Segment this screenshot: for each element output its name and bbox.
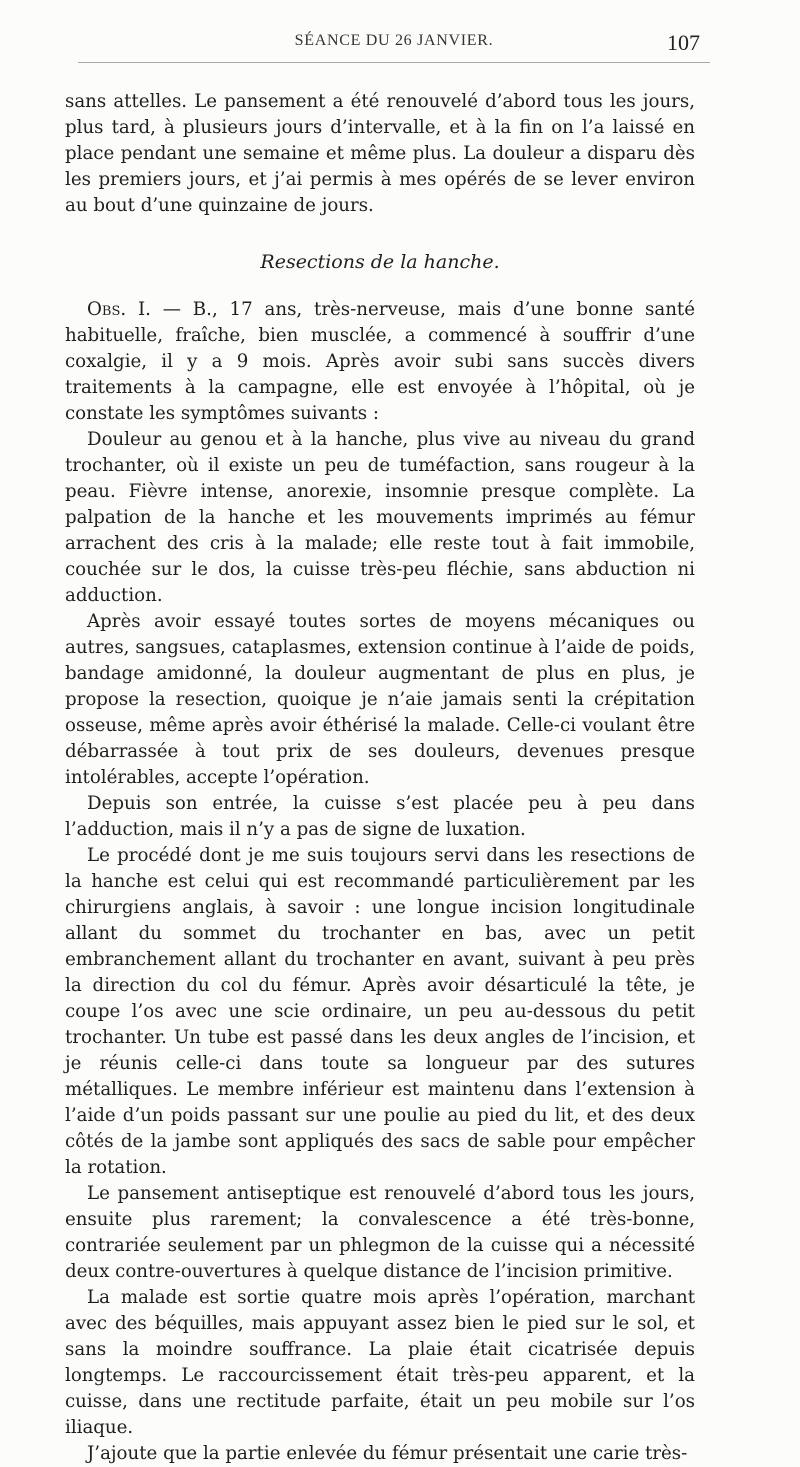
dressing-paragraph: Le pansement antiseptique est renouvelé d’abord tous les jours, ensuite plus rarement; la convalescence a été très-bonne, contrariée seulement par un phlegmon de la cuisse qui a nécessité deux contre-ouvertures à quelque distance de l’incision primitive. [65,1183,695,1282]
adduction-paragraph: Depuis son entrée, la cuisse s’est placée peu à peu dans l’adduction, mais il n’y a pas de signe de luxation. [65,793,695,840]
observation-text: — B., 17 ans, très-nerveuse, mais d’une bonne santé habituelle, fraîche, bien musclée, a commencé à souffrir d’une coxalgie, il y a 9 mois. Après avoir subi sans succès divers traitements à la campagne, elle est envoyée à l’hôpital, où je constate les symptômes suivants : [65,299,695,424]
outcome-paragraph: La malade est sortie quatre mois après l’opération, marchant avec des béquilles, mais appuyant assez bien le pied sur le sol, et sans la moindre souffrance. La plaie était cicatrisée depuis longtemps. Le raccourcissement était très-peu apparent, et la cuisse, dans une rectitude parfaite, était un peu mobile sur l’os iliaque. [65,1287,695,1438]
running-head [78,32,710,63]
observation-label: Obs. I. [87,299,151,320]
final-paragraph: J’ajoute que la partie enlevée du fémur présentait une carie très- [87,1443,688,1464]
page-content [65,89,695,1464]
treatment-paragraph: Après avoir essayé toutes sortes de moyens mécaniques ou autres, sangsues, cataplasmes, extension continue à l’aide de poids, bandage amidonné, la douleur augmentant de plus en plus, je propose la resection, quoique je n’aie jamais senti la crépitation osseuse, même après avoir éthérisé la malade. Celle-ci voulant être débarrassée à tout prix de ses douleurs, devenues presque intolérables, accepte l’opération. [65,611,695,788]
symptoms-paragraph: Douleur au genou et à la hanche, plus vive au niveau du grand trochanter, où il existe un peu de tuméfaction, sans rougeur à la peau. Fièvre intense, anorexie, insomnie presque complète. La palpation de la hanche et les mouvements imprimés au fémur arrachent des cris à la malade; elle reste tout à fait immobile, couchée sur le dos, la cuisse très-peu fléchie, sans abduction ni adduction. [65,429,695,606]
paragraph-continuation: sans attelles. Le pansement a été renouvelé d’abord tous les jours, plus tard, à plusieurs jours d’intervalle, et à la fin on l’a laissé en place pendant une semaine et même plus. La douleur a disparu dès les premiers jours, et j’ai permis à mes opérés de se lever environ au bout d’une quinzaine de jours. [65,91,695,216]
page-number: 107 [667,30,700,55]
procedure-paragraph: Le procédé dont je me suis toujours servi dans les resections de la hanche est celui qui est recommandé particulièrement par les chirurgiens anglais, à savoir : une longue incision longitudinale allant du sommet du trochanter en bas, avec un petit embranchement allant du trochanter en avant, suivant à peu près la direction du col du fémur. Après avoir désarticulé la tête, je coupe l’os avec une scie ordinaire, un peu au-dessous du petit trochanter. Un tube est passé dans les deux angles de l’incision, et je réunis celle-ci dans toute sa longueur par des sutures métalliques. Le membre inférieur est maintenu dans l’extension à l’aide d’un poids passant sur une poulie au pied du lit, et des deux côtés de la jambe sont appliqués des sacs de sable pour empêcher la rotation. [65,845,695,1178]
observation-paragraph [65,297,695,427]
section-title: Resections de la hanche. [260,251,500,273]
running-title: SÉANCE DU 26 JANVIER. [294,32,494,49]
